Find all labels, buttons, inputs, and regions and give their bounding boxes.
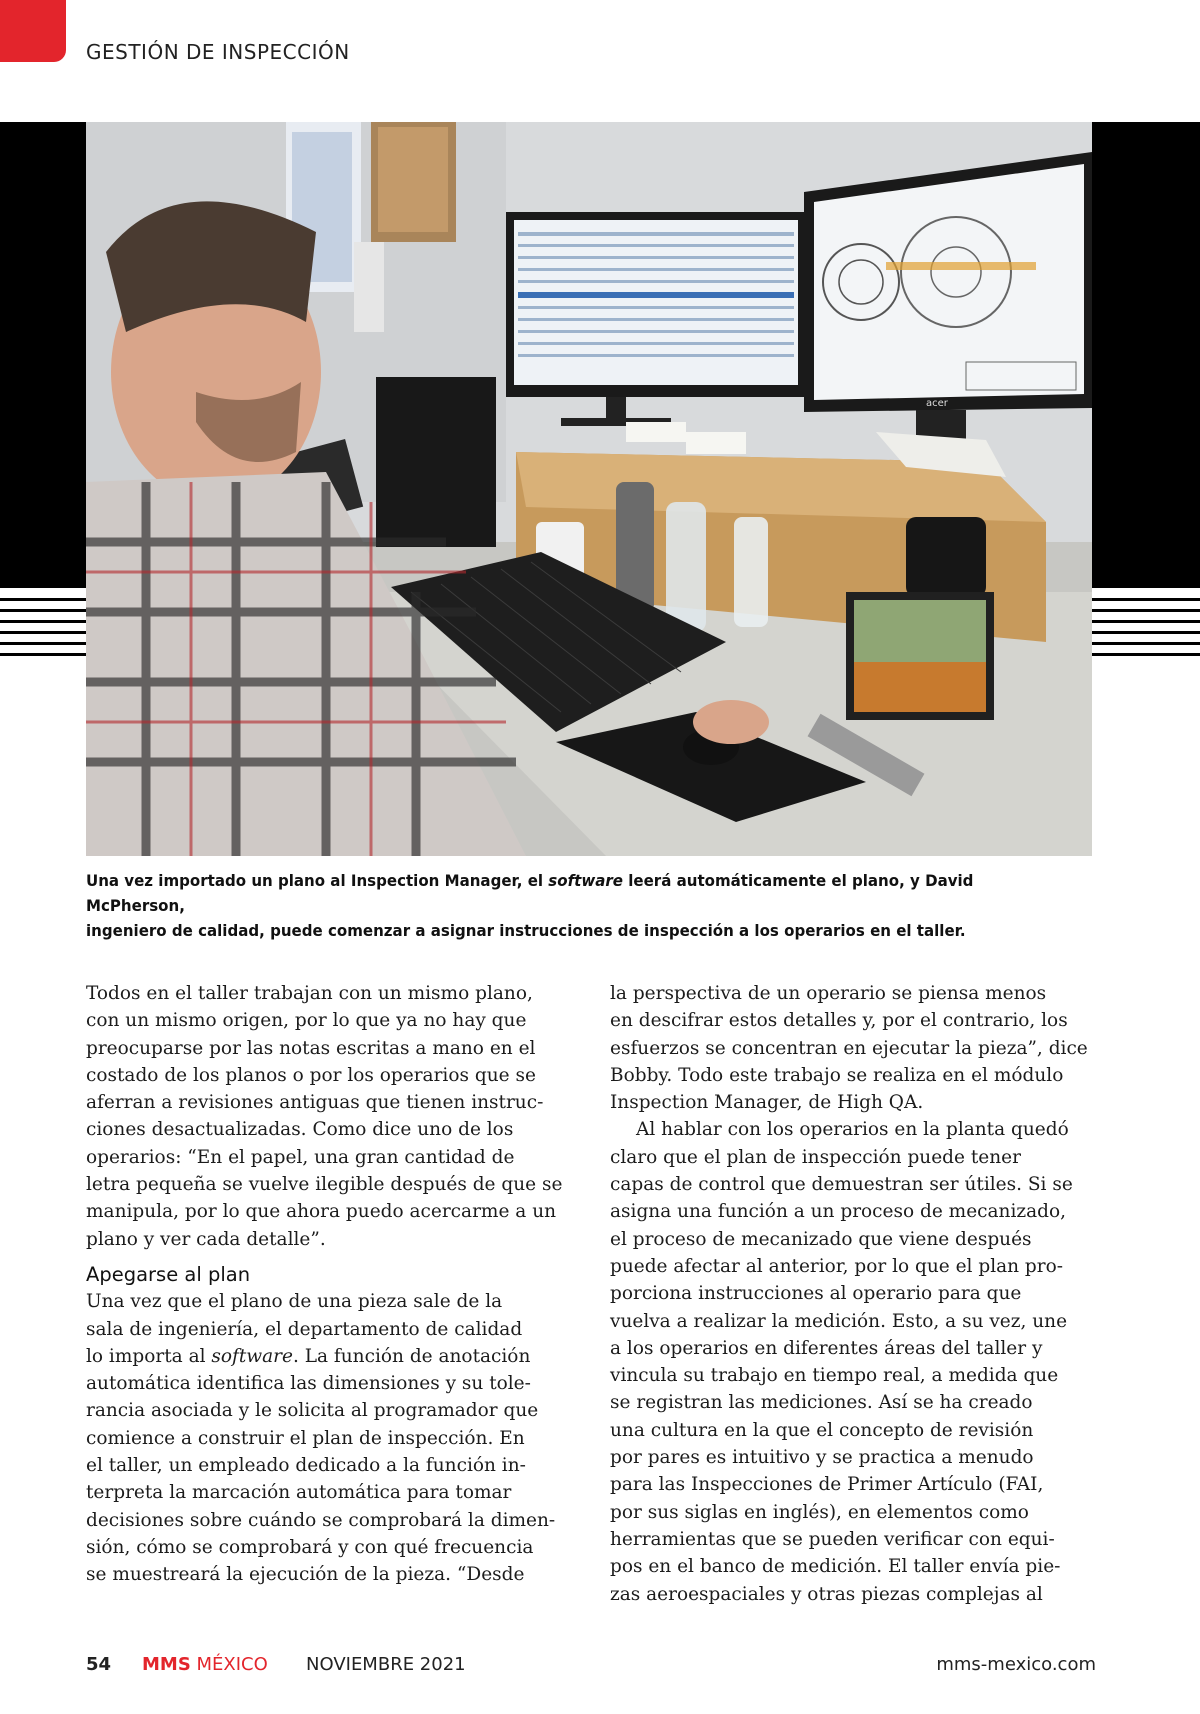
paragraph bbox=[610, 980, 1110, 1116]
text-line: terpreta la marcación automática para tomar bbox=[86, 1482, 512, 1504]
text-line: automática identifica las dimensiones y su tole- bbox=[86, 1373, 531, 1395]
website-link[interactable]: mms-mexico.com bbox=[936, 1654, 1096, 1675]
text-line: Bobby. Todo este trabajo se realiza en el módulo bbox=[610, 1064, 1064, 1086]
text-line: con un mismo origen, por lo que ya no hay que bbox=[86, 1010, 527, 1032]
text-line: porciona instrucciones al operario para que bbox=[610, 1283, 1022, 1305]
text-line: plano y ver cada detalle”. bbox=[86, 1228, 326, 1250]
text-line: operarios: “En el papel, una gran cantidad de bbox=[86, 1146, 515, 1168]
text-line: preocuparse por las notas escritas a mano en el bbox=[86, 1037, 536, 1059]
page-footer bbox=[86, 1654, 1096, 1682]
decorative-band-right bbox=[1092, 122, 1200, 588]
text-line: sión, cómo se comprobará y con qué frecuencia bbox=[86, 1536, 534, 1558]
text-line: la perspectiva de un operario se piensa menos bbox=[610, 983, 1047, 1004]
text-line: asigna una función a un proceso de mecanizado, bbox=[610, 1201, 1067, 1223]
paragraph bbox=[86, 1288, 576, 1343]
caption-italic: software bbox=[548, 871, 623, 890]
text-line: Una vez que el plano de una pieza sale de la bbox=[86, 1291, 503, 1313]
paragraph bbox=[86, 980, 576, 1253]
text-line: rancia asociada y le solicita al programador que bbox=[86, 1400, 539, 1422]
photo-caption bbox=[86, 868, 1035, 943]
text-line: para las Inspecciones de Primer Artículo (FAI, bbox=[610, 1474, 1044, 1496]
text-line: se muestreará la ejecución de la pieza. “Desde bbox=[86, 1564, 525, 1586]
text-line: Al hablar con los operarios en la planta quedó bbox=[636, 1119, 1069, 1141]
text-line: claro que el plan de inspección puede tener bbox=[610, 1146, 1021, 1168]
text-line: esfuerzos se concentran en ejecutar la pieza”, dice bbox=[610, 1037, 1088, 1059]
monitor-brand-label: acer bbox=[926, 398, 948, 409]
magazine-brand: MMS MÉXICO bbox=[142, 1654, 268, 1675]
text-line: herramientas que se pueden verificar con equi- bbox=[610, 1528, 1055, 1550]
text-line: costado de los planos o por los operarios que se bbox=[86, 1064, 536, 1086]
decorative-stripes-right bbox=[1092, 598, 1200, 656]
caption-text: Una vez importado un plano al Inspection Manager, el bbox=[86, 871, 549, 890]
text-line: por sus siglas en inglés), en elementos como bbox=[610, 1501, 1029, 1523]
text-line: ciones desactualizadas. Como dice uno de los bbox=[86, 1119, 514, 1141]
text-line: vuelva a realizar la medición. Esto, a su vez, une bbox=[610, 1310, 1068, 1332]
issue-date: NOVIEMBRE 2021 bbox=[306, 1654, 466, 1675]
section-title: GESTIÓN DE INSPECCIÓN bbox=[86, 40, 350, 64]
text-line: comience a construir el plan de inspección. En bbox=[86, 1427, 525, 1449]
text-line: capas de control que demuestran ser útiles. Si se bbox=[610, 1174, 1073, 1196]
text-line: Todos en el taller trabajan con un mismo plano, bbox=[86, 983, 533, 1004]
article-column-left bbox=[86, 980, 576, 1589]
caption-text: ingeniero de calidad, puede comenzar a asignar instrucciones de inspección a los operarios en el taller. bbox=[86, 921, 966, 940]
text-line: el taller, un empleado dedicado a la función in- bbox=[86, 1455, 526, 1477]
text-line: a los operarios en diferentes áreas del taller y bbox=[610, 1337, 1043, 1359]
text-line: una cultura en la que el concepto de revisión bbox=[610, 1419, 1034, 1441]
text-line: zas aeroespaciales y otras piezas complejas al bbox=[610, 1583, 1043, 1605]
text-line: pos en el banco de medición. El taller envía pie- bbox=[610, 1556, 1061, 1578]
text-line: Inspection Manager, de High QA. bbox=[610, 1092, 924, 1114]
text-line: letra pequeña se vuelve ilegible después de que se bbox=[86, 1174, 563, 1196]
decorative-band-left bbox=[0, 122, 86, 588]
article-photo bbox=[86, 122, 1092, 856]
text-line: aferran a revisiones antiguas que tienen instruc- bbox=[86, 1092, 544, 1114]
text-line: lo importa al software. La función de anotación bbox=[86, 1345, 531, 1367]
text-line: vincula su trabajo en tiempo real, a medida que bbox=[610, 1365, 1059, 1387]
paragraph bbox=[86, 1370, 576, 1588]
text-line: se registran las mediciones. Así se ha creado bbox=[610, 1392, 1033, 1414]
text-line: el proceso de mecanizado que viene después bbox=[610, 1228, 1032, 1250]
text-line: manipula, por lo que ahora puedo acercarme a un bbox=[86, 1201, 557, 1223]
decorative-stripes-left bbox=[0, 598, 86, 656]
text-line: decisiones sobre cuándo se comprobará la dimen- bbox=[86, 1509, 556, 1531]
text-line: por pares es intuitivo y se practica a menudo bbox=[610, 1447, 1034, 1469]
caption-text: leerá automáticamente el plano, y David McPherson, bbox=[86, 871, 974, 915]
page-number: 54 bbox=[86, 1654, 112, 1675]
text-line: puede afectar al anterior, por lo que el plan pro- bbox=[610, 1255, 1064, 1277]
subheading: Apegarse al plan bbox=[86, 1262, 251, 1286]
text-line: en descifrar estos detalles y, por el contrario, los bbox=[610, 1010, 1068, 1032]
paragraph bbox=[610, 1116, 1110, 1607]
section-color-tab bbox=[0, 0, 66, 62]
text-line: sala de ingeniería, el departamento de calidad bbox=[86, 1318, 523, 1340]
article-column-right bbox=[610, 980, 1110, 1608]
